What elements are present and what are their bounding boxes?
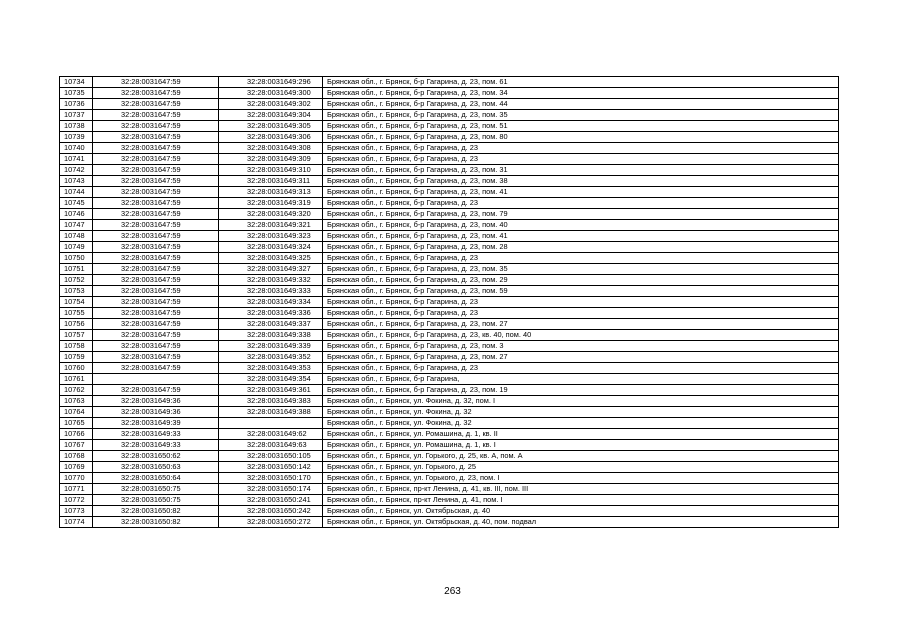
cadastral-number-text: 32:28:0031650:142 [247,462,311,471]
table-row [60,429,839,440]
parent-cadastral-number-cell [93,407,219,418]
table-row [60,319,839,330]
cadastral-number-text: 32:28:0031649:313 [247,187,311,196]
parent-cadastral-number-text: 32:28:0031647:59 [121,308,181,317]
table-row [60,165,839,176]
parent-cadastral-number-cell [93,440,219,451]
table-row [60,220,839,231]
address-cell: Брянская обл., г. Брянск, б-р Гагарина, д. 23 [323,143,839,154]
row-number-cell: 10740 [60,143,93,154]
parent-cadastral-number-cell [93,297,219,308]
row-number-cell: 10751 [60,264,93,275]
cadastral-number-cell [219,495,323,506]
address-cell: Брянская обл., г. Брянск, ул. Фокина, д. 32 [323,407,839,418]
table-row [60,308,839,319]
address-cell: Брянская обл., г. Брянск, ул. Ромашина, д. 1, кв. II [323,429,839,440]
cadastral-number-text: 32:28:0031649:333 [247,286,311,295]
parent-cadastral-number-cell [93,341,219,352]
cadastral-number-cell [219,462,323,473]
address-cell: Брянская обл., г. Брянск, б-р Гагарина, д. 23, пом. 34 [323,88,839,99]
address-cell: Брянская обл., г. Брянск, ул. Фокина, д. 32 [323,418,839,429]
row-number-cell: 10741 [60,154,93,165]
address-cell: Брянская обл., г. Брянск, ул. Фокина, д. 32, пом. I [323,396,839,407]
cadastral-number-cell [219,99,323,110]
parent-cadastral-number-cell [93,385,219,396]
cadastral-number-text: 32:28:0031649:323 [247,231,311,240]
row-number-cell: 10754 [60,297,93,308]
parent-cadastral-number-text: 32:28:0031647:59 [121,132,181,141]
parent-cadastral-number-cell [93,187,219,198]
table-row [60,132,839,143]
cadastral-number-cell [219,440,323,451]
parent-cadastral-number-text: 32:28:0031650:75 [121,495,181,504]
cadastral-number-cell [219,110,323,121]
parent-cadastral-number-cell [93,286,219,297]
row-number-cell: 10738 [60,121,93,132]
parent-cadastral-number-text: 32:28:0031647:59 [121,187,181,196]
table-row [60,484,839,495]
parent-cadastral-number-cell [93,495,219,506]
table-row [60,396,839,407]
cadastral-number-text: 32:28:0031649:321 [247,220,311,229]
address-cell: Брянская обл., г. Брянск, б-р Гагарина, д. 23, пом. 29 [323,275,839,286]
cadastral-number-text: 32:28:0031649:304 [247,110,311,119]
cadastral-number-text: 32:28:0031649:332 [247,275,311,284]
parent-cadastral-number-cell [93,264,219,275]
table-row [60,198,839,209]
parent-cadastral-number-text: 32:28:0031649:36 [121,407,181,416]
row-number-cell: 10755 [60,308,93,319]
address-cell: Брянская обл., г. Брянск, пр-кт Ленина, д. 41, пом. I [323,495,839,506]
address-cell: Брянская обл., г. Брянск, б-р Гагарина, д. 23, пом. 35 [323,110,839,121]
parent-cadastral-number-text: 32:28:0031647:59 [121,352,181,361]
cadastral-number-cell [219,176,323,187]
cadastral-number-cell [219,506,323,517]
row-number-cell: 10742 [60,165,93,176]
parent-cadastral-number-text: 32:28:0031647:59 [121,253,181,262]
parent-cadastral-number-cell [93,209,219,220]
table-row [60,253,839,264]
row-number-cell: 10757 [60,330,93,341]
row-number-cell: 10737 [60,110,93,121]
table-row [60,88,839,99]
table-row [60,242,839,253]
table-row [60,110,839,121]
parent-cadastral-number-text: 32:28:0031649:33 [121,429,181,438]
cadastral-number-text: 32:28:0031649:311 [247,176,311,185]
cadastral-number-text: 32:28:0031649:296 [247,77,311,86]
table-row [60,440,839,451]
cadastral-number-cell [219,132,323,143]
parent-cadastral-number-cell [93,418,219,429]
cadastral-number-text: 32:28:0031649:325 [247,253,311,262]
parent-cadastral-number-cell [93,121,219,132]
cadastral-number-cell [219,275,323,286]
parent-cadastral-number-text: 32:28:0031647:59 [121,341,181,350]
cadastral-number-text: 32:28:0031649:338 [247,330,311,339]
address-cell: Брянская обл., г. Брянск, б-р Гагарина, д. 23 [323,154,839,165]
parent-cadastral-number-text: 32:28:0031650:62 [121,451,181,460]
parent-cadastral-number-text: 32:28:0031647:59 [121,88,181,97]
parent-cadastral-number-text: 32:28:0031647:59 [121,363,181,372]
cadastral-number-text: 32:28:0031649:352 [247,352,311,361]
cadastral-number-text: 32:28:0031649:327 [247,264,311,273]
parent-cadastral-number-text: 32:28:0031647:59 [121,209,181,218]
parent-cadastral-number-text: 32:28:0031647:59 [121,330,181,339]
row-number-cell: 10765 [60,418,93,429]
table-row [60,121,839,132]
cadastral-number-text: 32:28:0031649:337 [247,319,311,328]
parent-cadastral-number-text: 32:28:0031647:59 [121,242,181,251]
registry-table-container [59,76,839,528]
table-row [60,231,839,242]
row-number-cell: 10735 [60,88,93,99]
row-number-cell: 10734 [60,77,93,88]
row-number-cell: 10773 [60,506,93,517]
address-cell: Брянская обл., г. Брянск, ул. Горького, д. 23, пом. I [323,473,839,484]
row-number-cell: 10766 [60,429,93,440]
parent-cadastral-number-text: 32:28:0031647:59 [121,110,181,119]
table-row [60,176,839,187]
parent-cadastral-number-text: 32:28:0031649:39 [121,418,181,427]
cadastral-number-cell [219,319,323,330]
cadastral-number-text: 32:28:0031649:336 [247,308,311,317]
parent-cadastral-number-cell [93,143,219,154]
table-row [60,363,839,374]
address-cell: Брянская обл., г. Брянск, ул. Октябрьская, д. 40, пом. подвал [323,517,839,528]
row-number-cell: 10739 [60,132,93,143]
row-number-cell: 10745 [60,198,93,209]
cadastral-number-text: 32:28:0031649:300 [247,88,311,97]
cadastral-number-cell [219,209,323,220]
table-row [60,275,839,286]
parent-cadastral-number-cell [93,99,219,110]
cadastral-number-cell [219,341,323,352]
address-cell: Брянская обл., г. Брянск, б-р Гагарина, д. 23, пом. 40 [323,220,839,231]
table-row [60,286,839,297]
cadastral-number-text: 32:28:0031650:241 [247,495,311,504]
cadastral-number-text: 32:28:0031649:62 [247,429,307,438]
table-row [60,517,839,528]
parent-cadastral-number-text: 32:28:0031650:64 [121,473,181,482]
parent-cadastral-number-cell [93,374,219,385]
row-number-cell: 10770 [60,473,93,484]
cadastral-number-cell [219,165,323,176]
table-row [60,297,839,308]
parent-cadastral-number-cell [93,352,219,363]
parent-cadastral-number-cell [93,451,219,462]
table-row [60,187,839,198]
cadastral-number-cell [219,308,323,319]
row-number-cell: 10736 [60,99,93,110]
cadastral-number-cell [219,429,323,440]
row-number-cell: 10756 [60,319,93,330]
parent-cadastral-number-cell [93,220,219,231]
parent-cadastral-number-cell [93,253,219,264]
cadastral-number-text: 32:28:0031650:105 [247,451,311,460]
row-number-cell: 10744 [60,187,93,198]
address-cell: Брянская обл., г. Брянск, ул. Горького, д. 25, кв. А, пом. А [323,451,839,462]
parent-cadastral-number-text: 32:28:0031647:59 [121,275,181,284]
cadastral-number-cell [219,286,323,297]
row-number-cell: 10767 [60,440,93,451]
parent-cadastral-number-text: 32:28:0031647:59 [121,154,181,163]
parent-cadastral-number-text: 32:28:0031647:59 [121,165,181,174]
registry-table [59,76,839,528]
parent-cadastral-number-text: 32:28:0031647:59 [121,220,181,229]
table-row [60,506,839,517]
table-row [60,99,839,110]
cadastral-number-cell [219,374,323,385]
parent-cadastral-number-cell [93,88,219,99]
row-number-cell: 10762 [60,385,93,396]
cadastral-number-cell [219,231,323,242]
parent-cadastral-number-text: 32:28:0031647:59 [121,297,181,306]
parent-cadastral-number-text: 32:28:0031650:82 [121,517,181,526]
cadastral-number-text: 32:28:0031649:354 [247,374,311,383]
cadastral-number-cell [219,330,323,341]
cadastral-number-cell [219,121,323,132]
cadastral-number-text: 32:28:0031649:308 [247,143,311,152]
parent-cadastral-number-cell [93,242,219,253]
row-number-cell: 10746 [60,209,93,220]
row-number-cell: 10760 [60,363,93,374]
cadastral-number-text: 32:28:0031649:319 [247,198,311,207]
parent-cadastral-number-cell [93,176,219,187]
cadastral-number-text: 32:28:0031649:320 [247,209,311,218]
table-row [60,374,839,385]
cadastral-number-cell [219,88,323,99]
table-row [60,352,839,363]
cadastral-number-text: 32:28:0031649:353 [247,363,311,372]
parent-cadastral-number-cell [93,429,219,440]
row-number-cell: 10750 [60,253,93,264]
row-number-cell: 10764 [60,407,93,418]
address-cell: Брянская обл., г. Брянск, б-р Гагарина, д. 23 [323,297,839,308]
row-number-cell: 10761 [60,374,93,385]
address-cell: Брянская обл., г. Брянск, б-р Гагарина, д. 23, пом. 44 [323,99,839,110]
parent-cadastral-number-cell [93,396,219,407]
parent-cadastral-number-cell [93,473,219,484]
row-number-cell: 10758 [60,341,93,352]
cadastral-number-cell [219,187,323,198]
cadastral-number-cell [219,407,323,418]
address-cell: Брянская обл., г. Брянск, б-р Гагарина, д. 23, пом. 80 [323,132,839,143]
address-cell: Брянская обл., г. Брянск, ул. Горького, д. 25 [323,462,839,473]
cadastral-number-cell [219,242,323,253]
parent-cadastral-number-text: 32:28:0031647:59 [121,264,181,273]
row-number-cell: 10763 [60,396,93,407]
cadastral-number-cell [219,143,323,154]
parent-cadastral-number-text: 32:28:0031647:59 [121,319,181,328]
table-row [60,495,839,506]
parent-cadastral-number-cell [93,77,219,88]
address-cell: Брянская обл., г. Брянск, б-р Гагарина, д. 23, кв. 40, пом. 40 [323,330,839,341]
row-number-cell: 10759 [60,352,93,363]
table-row [60,473,839,484]
address-cell: Брянская обл., г. Брянск, б-р Гагарина, д. 23 [323,253,839,264]
parent-cadastral-number-text: 32:28:0031649:33 [121,440,181,449]
address-cell: Брянская обл., г. Брянск, б-р Гагарина, д. 23 [323,198,839,209]
address-cell: Брянская обл., г. Брянск, б-р Гагарина, д. 23 [323,363,839,374]
parent-cadastral-number-cell [93,132,219,143]
cadastral-number-text: 32:28:0031650:272 [247,517,311,526]
cadastral-number-text: 32:28:0031649:306 [247,132,311,141]
cadastral-number-text: 32:28:0031649:383 [247,396,311,405]
cadastral-number-cell [219,517,323,528]
cadastral-number-cell [219,297,323,308]
address-cell: Брянская обл., г. Брянск, ул. Ромашина, д. 1, кв. I [323,440,839,451]
table-row [60,451,839,462]
table-row [60,407,839,418]
cadastral-number-text: 32:28:0031649:310 [247,165,311,174]
table-row [60,462,839,473]
address-cell: Брянская обл., г. Брянск, б-р Гагарина, д. 23, пом. 27 [323,352,839,363]
address-cell: Брянская обл., г. Брянск, пр-кт Ленина, д. 41, кв. III, пом. III [323,484,839,495]
address-cell: Брянская обл., г. Брянск, б-р Гагарина, д. 23, пом. 41 [323,187,839,198]
table-row [60,154,839,165]
cadastral-number-cell [219,220,323,231]
table-row [60,341,839,352]
parent-cadastral-number-text: 32:28:0031650:63 [121,462,181,471]
parent-cadastral-number-cell [93,308,219,319]
row-number-cell: 10753 [60,286,93,297]
cadastral-number-text: 32:28:0031649:324 [247,242,311,251]
table-row [60,385,839,396]
address-cell: Брянская обл., г. Брянск, б-р Гагарина, д. 23, пом. 79 [323,209,839,220]
address-cell: Брянская обл., г. Брянск, б-р Гагарина, д. 23, пом. 35 [323,264,839,275]
cadastral-number-cell [219,77,323,88]
cadastral-number-text: 32:28:0031649:305 [247,121,311,130]
cadastral-number-cell [219,484,323,495]
parent-cadastral-number-text: 32:28:0031647:59 [121,176,181,185]
row-number-cell: 10743 [60,176,93,187]
cadastral-number-cell [219,363,323,374]
address-cell: Брянская обл., г. Брянск, б-р Гагарина, д. 23, пом. 27 [323,319,839,330]
cadastral-number-cell [219,154,323,165]
address-cell: Брянская обл., г. Брянск, б-р Гагарина, д. 23, пом. 3 [323,341,839,352]
parent-cadastral-number-text: 32:28:0031647:59 [121,231,181,240]
address-cell: Брянская обл., г. Брянск, б-р Гагарина, д. 23, пом. 41 [323,231,839,242]
row-number-cell: 10749 [60,242,93,253]
address-cell: Брянская обл., г. Брянск, б-р Гагарина, д. 23, пом. 19 [323,385,839,396]
registry-table-body [60,77,839,528]
address-cell: Брянская обл., г. Брянск, б-р Гагарина, д. 23, пом. 51 [323,121,839,132]
cadastral-number-cell [219,385,323,396]
cadastral-number-text: 32:28:0031649:361 [247,385,311,394]
table-row [60,418,839,429]
address-cell: Брянская обл., г. Брянск, б-р Гагарина, д. 23, пом. 59 [323,286,839,297]
cadastral-number-text: 32:28:0031649:334 [247,297,311,306]
address-cell: Брянская обл., г. Брянск, ул. Октябрьская, д. 40 [323,506,839,517]
cadastral-number-cell [219,198,323,209]
parent-cadastral-number-cell [93,198,219,209]
row-number-cell: 10768 [60,451,93,462]
row-number-cell: 10772 [60,495,93,506]
address-cell: Брянская обл., г. Брянск, б-р Гагарина, д. 23, пом. 38 [323,176,839,187]
parent-cadastral-number-text: 32:28:0031647:59 [121,77,181,86]
address-cell: Брянская обл., г. Брянск, б-р Гагарина, д. 23, пом. 31 [323,165,839,176]
cadastral-number-text: 32:28:0031650:174 [247,484,311,493]
table-row [60,209,839,220]
address-cell: Брянская обл., г. Брянск, б-р Гагарина, д. 23, пом. 61 [323,77,839,88]
parent-cadastral-number-cell [93,154,219,165]
cadastral-number-text: 32:28:0031650:242 [247,506,311,515]
cadastral-number-text: 32:28:0031649:63 [247,440,307,449]
table-row [60,143,839,154]
cadastral-number-cell [219,352,323,363]
parent-cadastral-number-text: 32:28:0031647:59 [121,121,181,130]
cadastral-number-cell [219,264,323,275]
cadastral-number-text: 32:28:0031649:302 [247,99,311,108]
address-cell: Брянская обл., г. Брянск, б-р Гагарина, д. 23 [323,308,839,319]
parent-cadastral-number-text: 32:28:0031647:59 [121,99,181,108]
address-cell: Брянская обл., г. Брянск, б-р Гагарина, д. 23, пом. 28 [323,242,839,253]
parent-cadastral-number-text: 32:28:0031647:59 [121,198,181,207]
cadastral-number-cell [219,253,323,264]
parent-cadastral-number-cell [93,110,219,121]
parent-cadastral-number-cell [93,275,219,286]
cadastral-number-cell [219,473,323,484]
parent-cadastral-number-text: 32:28:0031650:82 [121,506,181,515]
parent-cadastral-number-cell [93,231,219,242]
cadastral-number-cell [219,396,323,407]
page-number: 263 [444,586,461,597]
parent-cadastral-number-text: 32:28:0031650:75 [121,484,181,493]
table-row [60,77,839,88]
parent-cadastral-number-cell [93,462,219,473]
row-number-cell: 10771 [60,484,93,495]
parent-cadastral-number-cell [93,517,219,528]
row-number-cell: 10748 [60,231,93,242]
row-number-cell: 10747 [60,220,93,231]
table-row [60,264,839,275]
cadastral-number-text: 32:28:0031649:309 [247,154,311,163]
cadastral-number-text: 32:28:0031649:388 [247,407,311,416]
address-cell: Брянская обл., г. Брянск, б-р Гагарина, [323,374,839,385]
parent-cadastral-number-cell [93,330,219,341]
parent-cadastral-number-cell [93,165,219,176]
row-number-cell: 10774 [60,517,93,528]
cadastral-number-cell [219,451,323,462]
parent-cadastral-number-cell [93,484,219,495]
row-number-cell: 10769 [60,462,93,473]
parent-cadastral-number-cell [93,506,219,517]
row-number-cell: 10752 [60,275,93,286]
parent-cadastral-number-text: 32:28:0031647:59 [121,143,181,152]
cadastral-number-text: 32:28:0031649:339 [247,341,311,350]
parent-cadastral-number-text: 32:28:0031647:59 [121,385,181,394]
table-row [60,330,839,341]
cadastral-number-cell [219,418,323,429]
parent-cadastral-number-text: 32:28:0031649:36 [121,396,181,405]
cadastral-number-text: 32:28:0031650:170 [247,473,311,482]
parent-cadastral-number-cell [93,319,219,330]
parent-cadastral-number-text: 32:28:0031647:59 [121,286,181,295]
parent-cadastral-number-cell [93,363,219,374]
